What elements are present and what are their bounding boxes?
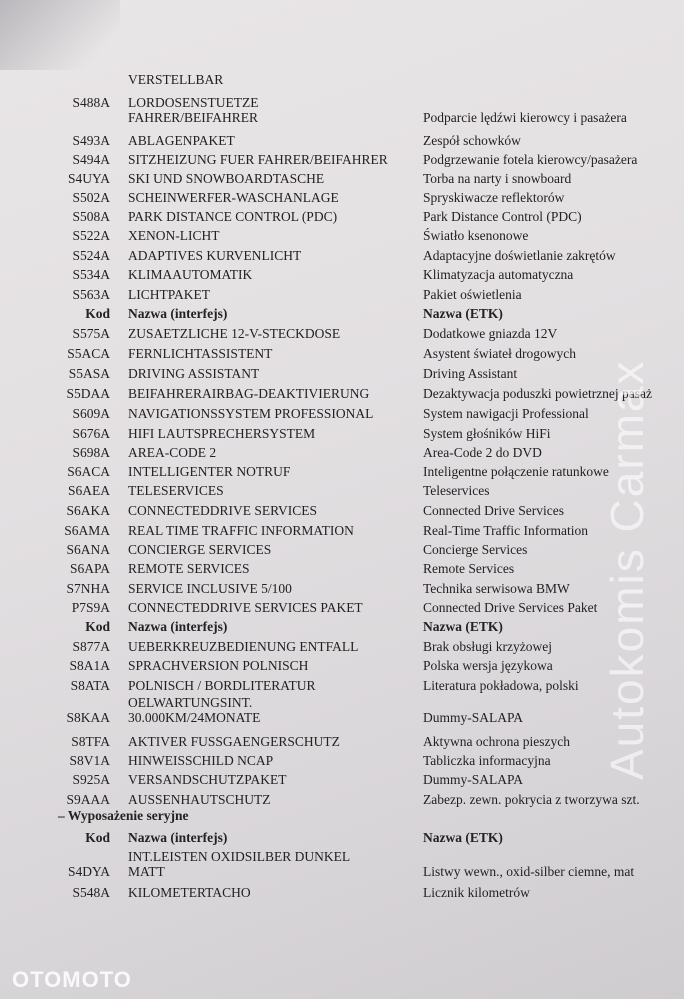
- row-code: S7NHA: [66, 581, 110, 596]
- row-name: Nazwa (interfejs): [128, 619, 228, 634]
- row-code: S6AMA: [64, 523, 110, 538]
- row-etk: Klimatyzacja automatyczna: [423, 267, 574, 282]
- row-etk: Dummy-SALAPA: [423, 710, 524, 725]
- row-etk: Podparcie lędźwi kierowcy i pasażera: [423, 110, 627, 125]
- row-name: Nazwa (interfejs): [128, 306, 228, 321]
- row-code: S698A: [72, 445, 110, 460]
- row-name: XENON-LICHT: [128, 228, 220, 243]
- row-etk: Dezaktywacja poduszki powietrznej pasaż: [423, 386, 653, 401]
- row-etk: Real-Time Traffic Information: [423, 523, 588, 538]
- row-etk: Torba na narty i snowboard: [423, 171, 572, 186]
- row-name: UEBERKREUZBEDIENUNG ENTFALL: [128, 639, 359, 654]
- row-name: AUSSENHAUTSCHUTZ: [128, 792, 271, 807]
- dealer-watermark: Autokomis Carmax: [601, 359, 653, 780]
- row-code: S676A: [72, 426, 110, 441]
- equipment-row: [0, 188, 684, 208]
- row-name: MATT: [128, 864, 165, 879]
- equipment-row: [0, 344, 684, 364]
- row-code: S524A: [72, 248, 110, 263]
- row-name: NAVIGATIONSSYSTEM PROFESSIONAL: [128, 406, 374, 421]
- row-etk: Licznik kilometrów: [423, 885, 530, 900]
- row-etk: Teleservices: [423, 483, 490, 498]
- row-name: LORDOSENSTUETZE: [128, 95, 259, 110]
- row-etk: Światło ksenonowe: [423, 228, 529, 243]
- row-etk: Concierge Services: [423, 542, 528, 557]
- row-name: INT.LEISTEN OXIDSILBER DUNKEL: [128, 849, 351, 864]
- row-etk: Aktywna ochrona pieszych: [423, 734, 570, 749]
- row-code: S8ATA: [70, 678, 110, 693]
- row-code: Kod: [85, 306, 110, 321]
- equipment-row: [0, 70, 684, 90]
- row-etk: Connected Drive Services Paket: [423, 600, 598, 615]
- row-name: ADAPTIVES KURVENLICHT: [128, 248, 302, 263]
- row-code: S5ACA: [67, 346, 110, 361]
- row-code: S502A: [72, 190, 110, 205]
- row-code: S8V1A: [69, 753, 110, 768]
- row-name: SKI UND SNOWBOARDTASCHE: [128, 171, 325, 186]
- row-name: BEIFAHRERAIRBAG-DEAKTIVIERUNG: [128, 386, 370, 401]
- row-name: HIFI LAUTSPRECHERSYSTEM: [128, 426, 316, 441]
- row-name: HINWEISSCHILD NCAP: [128, 753, 274, 768]
- equipment-row: [0, 131, 684, 151]
- row-name: OELWARTUNGSINT.: [128, 695, 253, 710]
- equipment-row: [0, 883, 684, 903]
- row-name: PARK DISTANCE CONTROL (PDC): [128, 209, 338, 224]
- row-code: S8TFA: [71, 734, 110, 749]
- equipment-row: [0, 424, 684, 444]
- row-etk: Asystent świateł drogowych: [423, 346, 576, 361]
- row-etk: Nazwa (ETK): [423, 306, 503, 321]
- equipment-row: [0, 265, 684, 285]
- row-name: FERNLICHTASSISTENT: [128, 346, 273, 361]
- equipment-row: [0, 462, 684, 482]
- row-etk: Area-Code 2 do DVD: [423, 445, 542, 460]
- equipment-row: [0, 285, 684, 305]
- row-etk: Inteligentne połączenie ratunkowe: [423, 464, 609, 479]
- row-code: P7S9A: [71, 600, 110, 615]
- row-etk: Zespół schowków: [423, 133, 521, 148]
- row-name: DRIVING ASSISTANT: [128, 366, 260, 381]
- row-name: VERSANDSCHUTZPAKET: [128, 772, 287, 787]
- row-name: VERSTELLBAR: [128, 72, 224, 87]
- row-code: S877A: [72, 639, 110, 654]
- row-etk: Adaptacyjne doświetlanie zakrętów: [423, 248, 616, 263]
- row-name: Nazwa (interfejs): [128, 830, 228, 845]
- row-etk: Podgrzewanie fotela kierowcy/pasażera: [423, 152, 638, 167]
- row-etk: System głośników HiFi: [423, 426, 551, 441]
- row-code: S4DYA: [67, 864, 110, 879]
- row-code: S5ASA: [68, 366, 110, 381]
- row-name: CONNECTEDDRIVE SERVICES: [128, 503, 318, 518]
- row-code: S5DAA: [66, 386, 110, 401]
- row-name: POLNISCH / BORDLITERATUR: [128, 678, 316, 693]
- column-header-row: [0, 828, 684, 848]
- column-header-row: [0, 304, 684, 324]
- row-etk: Zabezp. zewn. pokrycia z tworzywa szt.: [423, 792, 640, 807]
- row-etk: Connected Drive Services: [423, 503, 564, 518]
- row-etk: Nazwa (ETK): [423, 619, 503, 634]
- row-code: S6AEA: [67, 483, 110, 498]
- equipment-row: [0, 384, 684, 404]
- row-code: S494A: [72, 152, 110, 167]
- row-name: CONCIERGE SERVICES: [128, 542, 272, 557]
- row-code: S508A: [72, 209, 110, 224]
- row-code: Kod: [85, 619, 110, 634]
- equipment-row: [0, 540, 684, 560]
- equipment-row: [0, 559, 684, 579]
- column-header-row: [0, 617, 684, 637]
- row-code: S6AKA: [66, 503, 110, 518]
- row-name: ABLAGENPAKET: [128, 133, 235, 148]
- row-etk: Driving Assistant: [423, 366, 518, 381]
- equipment-row: [0, 108, 684, 128]
- row-name: AREA-CODE 2: [128, 445, 217, 460]
- equipment-row: [0, 324, 684, 344]
- row-code: Kod: [85, 830, 110, 845]
- equipment-row: [0, 443, 684, 463]
- row-code: S488A: [72, 95, 110, 110]
- row-etk: System nawigacji Professional: [423, 406, 589, 421]
- equipment-row: [0, 150, 684, 170]
- equipment-row: [0, 598, 684, 618]
- row-etk: Tabliczka informacyjna: [423, 753, 551, 768]
- equipment-row: [0, 751, 684, 771]
- row-code: S8KAA: [66, 710, 110, 725]
- otomoto-logo: OTOMOTO: [12, 967, 132, 992]
- row-name: 30.000KM/24MONATE: [128, 710, 261, 725]
- row-name: SERVICE INCLUSIVE 5/100: [128, 581, 292, 596]
- row-etk: Nazwa (ETK): [423, 830, 503, 845]
- equipment-row: [0, 708, 684, 728]
- row-etk: Pakiet oświetlenia: [423, 287, 522, 302]
- row-etk: Dodatkowe gniazda 12V: [423, 326, 558, 341]
- row-name: INTELLIGENTER NOTRUF: [128, 464, 291, 479]
- row-code: S6APA: [69, 561, 110, 576]
- equipment-row: [0, 481, 684, 501]
- row-code: S9AAA: [66, 792, 110, 807]
- row-code: S493A: [72, 133, 110, 148]
- equipment-row: [0, 364, 684, 384]
- row-name: TELESERVICES: [128, 483, 224, 498]
- row-etk: Spryskiwacze reflektorów: [423, 190, 565, 205]
- row-name: CONNECTEDDRIVE SERVICES PAKET: [128, 600, 363, 615]
- equipment-row: [0, 521, 684, 541]
- row-name: REAL TIME TRAFFIC INFORMATION: [128, 523, 354, 538]
- row-name: REMOTE SERVICES: [128, 561, 250, 576]
- row-etk: Park Distance Control (PDC): [423, 209, 582, 224]
- row-etk: Polska wersja językowa: [423, 658, 553, 673]
- equipment-row: [0, 656, 684, 676]
- equipment-row: [0, 790, 684, 810]
- row-name: KILOMETERTACHO: [128, 885, 251, 900]
- row-code: S534A: [72, 267, 110, 282]
- equipment-row: [0, 404, 684, 424]
- row-etk: Listwy wewn., oxid-silber ciemne, mat: [423, 864, 635, 879]
- equipment-row: [0, 770, 684, 790]
- row-name: AKTIVER FUSSGAENGERSCHUTZ: [128, 734, 340, 749]
- equipment-row: [0, 862, 684, 882]
- row-code: S6ANA: [66, 542, 110, 557]
- row-etk: Dummy-SALAPA: [423, 772, 524, 787]
- row-code: S522A: [72, 228, 110, 243]
- row-name: FAHRER/BEIFAHRER: [128, 110, 259, 125]
- equipment-row: [0, 579, 684, 599]
- row-code: S4UYA: [67, 171, 110, 186]
- row-etk: Technika serwisowa BMW: [423, 581, 570, 596]
- equipment-row: [0, 169, 684, 189]
- equipment-row: [0, 226, 684, 246]
- row-etk: Literatura pokładowa, polski: [423, 678, 579, 693]
- row-name: LICHTPAKET: [128, 287, 211, 302]
- row-name: SPRACHVERSION POLNISCH: [128, 658, 309, 673]
- row-name: ZUSAETZLICHE 12-V-STECKDOSE: [128, 326, 341, 341]
- equipment-row: [0, 501, 684, 521]
- row-name: SITZHEIZUNG FUER FAHRER/BEIFAHRER: [128, 152, 388, 167]
- row-code: S6ACA: [67, 464, 110, 479]
- row-code: S8A1A: [69, 658, 110, 673]
- row-code: S925A: [72, 772, 110, 787]
- row-code: S575A: [72, 326, 110, 341]
- row-name: KLIMAAUTOMATIK: [128, 267, 253, 282]
- paper-shadow: [0, 0, 120, 70]
- equipment-row: [0, 732, 684, 752]
- equipment-row: [0, 637, 684, 657]
- equipment-row: [0, 207, 684, 227]
- section-title-standard-equipment: – Wyposażenie seryjne: [58, 808, 189, 823]
- equipment-row: [0, 246, 684, 266]
- row-code: S563A: [72, 287, 110, 302]
- row-code: S609A: [72, 406, 110, 421]
- row-etk: Remote Services: [423, 561, 515, 576]
- row-name: SCHEINWERFER-WASCHANLAGE: [128, 190, 339, 205]
- row-code: S548A: [72, 885, 110, 900]
- row-etk: Brak obsługi krzyżowej: [423, 639, 552, 654]
